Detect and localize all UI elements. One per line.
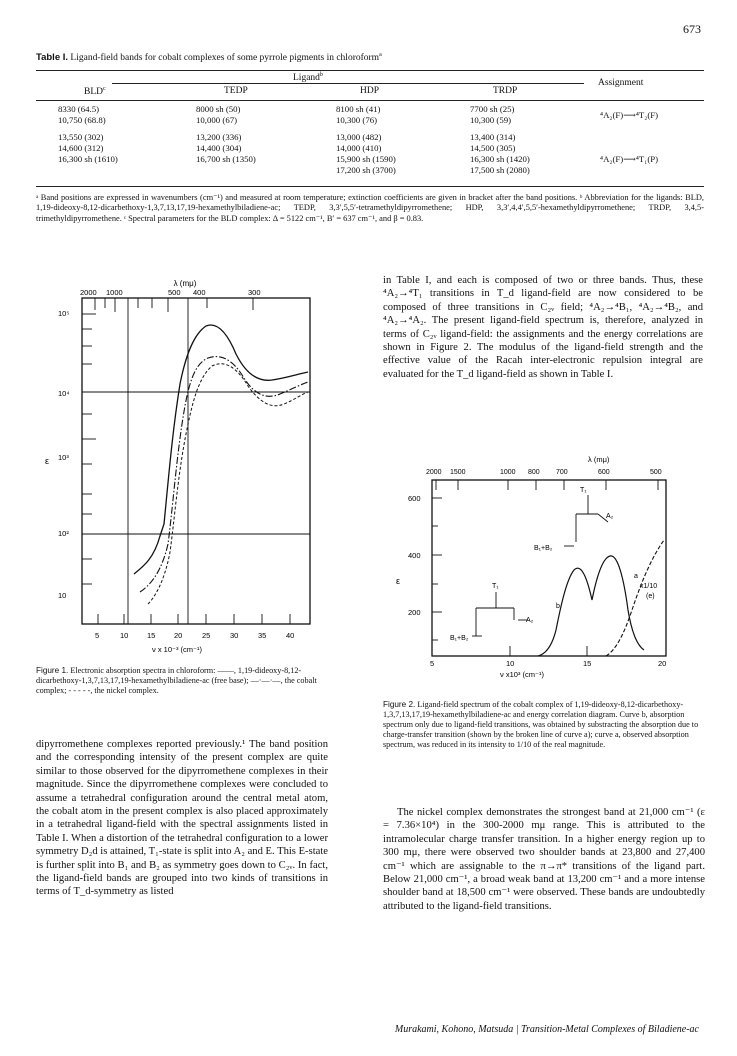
cell-hdp-2: 13,000 (482) 14,000 (410) 15,900 sh (1590) 17,200 sh (3700) bbox=[336, 132, 396, 175]
fig2-top-tick: 1000 bbox=[500, 469, 516, 476]
fig1-top-tick: 300 bbox=[248, 288, 261, 297]
fig2-x-tick: 15 bbox=[583, 659, 592, 668]
table-col-tedp: TEDP bbox=[224, 86, 248, 96]
fig2-label-a: a bbox=[634, 573, 638, 580]
fig2-y-label: ε bbox=[396, 576, 401, 586]
page-number: 673 bbox=[683, 22, 701, 36]
fig2-correlation-diagram bbox=[472, 495, 608, 636]
fig2-curve-b bbox=[538, 556, 644, 656]
cell-assign-2: ⁴A₂(F)⟶⁴T₁(P) bbox=[600, 154, 659, 164]
fig1-y-tick: 10⁵ bbox=[58, 309, 70, 318]
table-col-trdp: TRDP bbox=[493, 86, 518, 96]
fig1-frame bbox=[82, 298, 310, 624]
figure-1-caption bbox=[36, 666, 328, 696]
cell-hdp-1: 8100 sh (41) 10,300 (76) bbox=[336, 104, 381, 125]
figure-2-caption bbox=[383, 700, 705, 750]
figure-2 bbox=[388, 450, 708, 690]
fig1-x-tick: 30 bbox=[230, 631, 239, 640]
fig2-x-tick: 5 bbox=[430, 659, 435, 668]
fig1-caption-text: Electronic absorption spectra in chloroform: ——, 1,19-dideoxy-8,12-dicarbethoxy-1,3,7,13,17,19-hexamethylbiladiene-ac (free base); —·—·—, the cobalt complex; - - - - -, the nickel complex. bbox=[36, 666, 317, 695]
fig1-y-tick: 10⁴ bbox=[58, 389, 70, 398]
fig2-x-label: ν x10³ (cm⁻¹) bbox=[500, 670, 544, 679]
fig1-x-tick: 15 bbox=[147, 631, 156, 640]
table-bottom-rule bbox=[36, 186, 704, 187]
fig1-x-tick: 10 bbox=[120, 631, 129, 640]
fig2-label-a2-left: A₂ bbox=[526, 617, 534, 624]
fig1-x-tick: 35 bbox=[258, 631, 267, 640]
fig2-y-tick: 400 bbox=[408, 551, 421, 560]
table-col-hdp: HDP bbox=[360, 86, 380, 96]
fig1-x-tick: 20 bbox=[174, 631, 183, 640]
fig2-frame bbox=[432, 480, 666, 656]
left-column-text: dipyrromethene complexes reported previously.¹ The band position and the corresponding intensity of the present complex are quite similar to those observed for the dipyrromethene complexes in their magnitude. Since the dipyrromethene complexes were concluded to assume a tetrahedral configuration around the central metal atom, the cobalt atom in the present complex is also placed approximately in a tetrahedral ligand-field with the spectral assignments listed in Table I. When a distortion of the tetrahedral configuration to a lower symmetry D₂d is attained, T₁-state is split into A₂ and E. This E-state is further split into B₁ and B₂ as symmetry goes down to C₂ᵥ. In fact, the ligand-field bands are grouped into two kinds of transitions in terms of T_d-symmetry as listed bbox=[36, 739, 328, 898]
running-footer: Murakami, Kohono, Matsuda | Transition-Metal Complexes of Biladiene-ac bbox=[394, 1024, 699, 1035]
fig2-top-tick: 600 bbox=[598, 469, 610, 476]
fig2-caption-text: Ligand-field spectrum of the cobalt complex of 1,19-dideoxy-8,12-dicarbethoxy-1,3,7,13,17,19-hexamethylbiladiene-ac and energy correlation diagram. Curve b, absorption spectrum only due to ligand-field transitions, was obtained by substracting the absorption due to charge-transfer transition (shown by the broken line of curve a); curve a, observed absorption spectrum, was reduced in its intensity to 1/10 of the real magnitude. bbox=[383, 700, 699, 749]
table-header-group: Ligand$^b$ bbox=[293, 72, 323, 84]
fig2-y-tick: 600 bbox=[408, 494, 421, 503]
fig2-top-tick: 500 bbox=[650, 469, 662, 476]
fig2-top-tick: 700 bbox=[556, 469, 568, 476]
fig2-label-b: b bbox=[556, 603, 560, 610]
fig2-y-tick: 200 bbox=[408, 608, 421, 617]
fig2-label-x110: x1/10 bbox=[640, 583, 658, 590]
fig1-top-axis-label: λ (mμ) bbox=[173, 279, 197, 288]
right-column-text-bottom: The nickel complex demonstrates the strongest band at 21,000 cm⁻¹ (ε = 7.36×10⁴) in the 300-2000 mμ range. This is attributed to the intramolecular charge transfer transition. In a higher energy region up to 300 mμ, there were observed two shoulder bands at 23,800 and 27,400 cm⁻¹ which are assignable to the π→π* transitions of the ligand part. Below 21,000 cm⁻¹, a broad weak band at 13,200 cm⁻¹ and a more intense shoulder band at 18,500 cm⁻¹ were observed. These bands are undoubtedly attributed to the ligand-field transitions. bbox=[383, 807, 705, 912]
table-footnotes: ᵃ Band positions are expressed in wavenumbers (cm⁻¹) and measured at room temperature; extinction coefficients are given in bracket after the band positions. ᵇ Abbreviation for the ligands: BLD, 1,19-dideoxy-8,12-dicarbethoxy-1,3,7,13,17,19-hexamethylbiladiene-ac; TEDP, 3,3′,5,5′-tetramethyldipyrromethene; HDP, 3,3′,4,4′,5,5′-hexamethyldipyrromethene; TRDP, 3,4,5-trimethyldipyrromethene. ᶜ Spectral parameters for the BLD complex: Δ = 5122 cm⁻¹, B′ = 637 cm⁻¹, and β = 0.83. bbox=[36, 193, 704, 223]
fig1-top-tick: 500 bbox=[168, 288, 181, 297]
fig1-y-tick: 10² bbox=[58, 529, 69, 538]
fig2-label-e: (e) bbox=[646, 593, 655, 600]
fig1-top-tick: 400 bbox=[193, 288, 206, 297]
table-label: Table I. bbox=[36, 52, 69, 64]
fig1-x-tick: 5 bbox=[95, 631, 100, 640]
cell-assign-1: ⁴A₂(F)⟶⁴T₂(F) bbox=[600, 110, 659, 120]
table-caption-mark: a bbox=[379, 52, 382, 58]
fig1-y-tick: 10³ bbox=[58, 453, 69, 462]
fig1-x-tick: 25 bbox=[202, 631, 211, 640]
fig1-grid bbox=[82, 298, 310, 624]
table-caption bbox=[36, 52, 706, 63]
fig2-top-tick: 2000 bbox=[426, 469, 442, 476]
fig1-y-label: ε bbox=[45, 456, 50, 466]
cell-tedp-1: 8000 sh (50) 10,000 (67) bbox=[196, 104, 241, 125]
fig1-y-tick: 10 bbox=[58, 591, 67, 600]
fig1-caption-label: Figure 1. bbox=[36, 666, 69, 675]
fig2-label-t1-top: T₁ bbox=[580, 487, 587, 494]
fig1-top-tick: 1000 bbox=[106, 288, 123, 297]
fig2-label-b1b2-low: B₁+B₂ bbox=[450, 635, 469, 642]
fig1-top-tick: 2000 bbox=[80, 288, 97, 297]
fig2-label-a2-top: A₂ bbox=[606, 513, 614, 520]
fig2-top-tick: 800 bbox=[528, 469, 540, 476]
fig2-top-axis-label: λ (mμ) bbox=[588, 455, 610, 464]
table-col-bld: BLD$^c$ bbox=[84, 86, 106, 98]
fig2-top-tick: 1500 bbox=[450, 469, 466, 476]
table-header-rule bbox=[36, 100, 704, 101]
fig1-x-tick: 40 bbox=[286, 631, 295, 640]
figure-1 bbox=[40, 274, 330, 660]
cell-bld-2: 13,550 (302) 14,600 (312) 16,300 sh (1610) bbox=[58, 132, 118, 164]
right-column-text-top: in Table I, and each is composed of two or three bands. Thus, these ⁴A₂→⁴T₁ transitions in T_d ligand-field are now considered to be composed of three transitions in C₂ᵥ field; ⁴A₂→⁴B₁, ⁴A₂→⁴B₂, and ⁴A₂→⁴A₂. The present ligand-field spectrum is, therefore, analyzed in terms of C₂ᵥ ligand-field: the assignments and the energy correlations are shown in Figure 2. The modulus of the ligand-field strength and the effective value of the Racah inter-electronic repulsion integral are evaluated for the T_d ligand-field as shown in Table I. bbox=[383, 275, 703, 380]
cell-trdp-1: 7700 sh (25) 10,300 (59) bbox=[470, 104, 515, 125]
fig1-curve-nickel bbox=[148, 364, 308, 604]
fig2-x-tick: 20 bbox=[658, 659, 667, 668]
fig2-label-t1-left: T₁ bbox=[492, 583, 499, 590]
fig2-caption-label: Figure 2. bbox=[383, 700, 416, 709]
table-group-rule bbox=[112, 83, 584, 84]
table-col-assignment: Assignment bbox=[598, 78, 644, 88]
fig2-label-b1b2-mid: B₁+B₂ bbox=[534, 545, 553, 552]
fig1-x-label: ν x 10⁻³ (cm⁻¹) bbox=[152, 645, 202, 654]
fig1-curve-free-base bbox=[134, 325, 308, 574]
cell-bld-1: 8330 (64.5) 10,750 (68.8) bbox=[58, 104, 106, 125]
cell-tedp-2: 13,200 (336) 14,400 (304) 16,700 sh (1350) bbox=[196, 132, 256, 164]
table-top-rule bbox=[36, 70, 704, 71]
cell-trdp-2: 13,400 (314) 14,500 (305) 16,300 sh (1420) 17,500 sh (2080) bbox=[470, 132, 530, 175]
table-caption-text: Ligand-field bands for cobalt complexes of some pyrrole pigments in chloroform bbox=[70, 53, 380, 64]
fig2-x-tick: 10 bbox=[506, 659, 515, 668]
